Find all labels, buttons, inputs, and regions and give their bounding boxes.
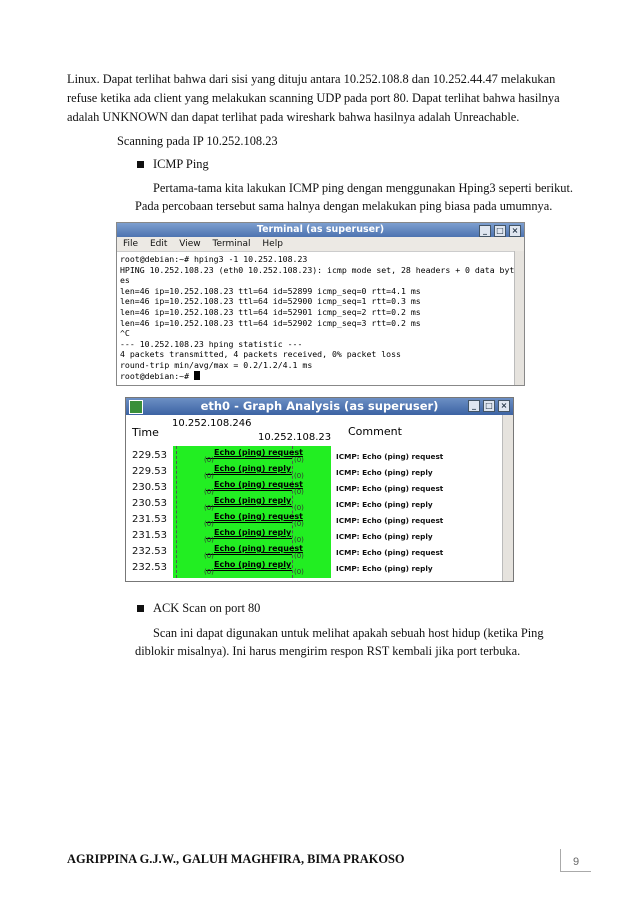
footer-authors: AGRIPPINA G.J.W., GALUH MAGHFIRA, BIMA PRAKOSO <box>67 852 405 866</box>
bullet-ack-scan: ACK Scan on port 80 <box>153 601 261 615</box>
menu-edit[interactable]: Edit <box>149 239 168 249</box>
terminal-titlebar <box>117 223 524 237</box>
host-b-label: 10.252.108.23 <box>258 432 332 443</box>
host-a-lifeline <box>176 446 177 578</box>
port-label-left: (0) <box>204 472 214 480</box>
arrow-right-icon <box>206 554 292 555</box>
terminal-line: len=46 ip=10.252.108.23 ttl=64 id=52901 icmp_seq=2 rtt=0.2 ms <box>120 306 421 317</box>
row-time: 229.53 <box>132 450 167 461</box>
port-label-right: (0) <box>294 456 304 464</box>
port-label-right: (0) <box>294 568 304 576</box>
row-comment: ICMP: Echo (ping) reply <box>336 532 433 541</box>
row-time: 232.53 <box>132 546 167 557</box>
paragraph2-line-1: Pertama-tama kita lakukan ICMP ping dengan menggunakan Hping3 seperti berikut. <box>153 181 574 195</box>
terminal-line: HPING 10.252.108.23 (eth0 10.252.108.23): icmp mode set, 28 headers + 0 data byt <box>120 264 515 275</box>
row-time: 230.53 <box>132 498 167 509</box>
terminal-prompt: root@debian:~# <box>120 370 194 381</box>
close-icon[interactable]: × <box>498 400 510 412</box>
menu-help[interactable]: Help <box>262 239 283 249</box>
port-label-right: (0) <box>294 552 304 560</box>
app-icon <box>129 400 143 414</box>
port-label-left: (0) <box>204 520 214 528</box>
arrow-right-icon <box>206 458 292 459</box>
row-time: 231.53 <box>132 530 167 541</box>
port-label-left: (0) <box>204 568 214 576</box>
graph-analysis-window <box>125 397 514 582</box>
terminal-scrollbar[interactable] <box>514 251 524 385</box>
row-time: 232.53 <box>132 562 167 573</box>
arrow-right-icon <box>206 490 292 491</box>
port-label-right: (0) <box>294 488 304 496</box>
port-label-left: (0) <box>204 488 214 496</box>
terminal-menubar <box>117 237 524 252</box>
flow-label[interactable]: Echo (ping) request <box>214 448 303 457</box>
flow-label[interactable]: Echo (ping) request <box>214 512 303 521</box>
arrow-left-icon <box>206 570 292 571</box>
page-number: 9 <box>560 849 591 872</box>
graph-titlebar <box>126 398 513 415</box>
terminal-prompt-line <box>120 371 521 382</box>
terminal-line: len=46 ip=10.252.108.23 ttl=64 id=52900 icmp_seq=1 rtt=0.3 ms <box>120 296 421 307</box>
flow-label[interactable]: Echo (ping) request <box>214 544 303 553</box>
row-comment: ICMP: Echo (ping) reply <box>336 468 433 477</box>
time-header: Time <box>132 426 159 439</box>
menu-view[interactable]: View <box>179 239 201 249</box>
row-comment: ICMP: Echo (ping) request <box>336 516 444 525</box>
bullet-icmp-ping: ICMP Ping <box>153 157 209 171</box>
row-comment: ICMP: Echo (ping) reply <box>336 564 433 573</box>
maximize-icon[interactable]: □ <box>494 225 506 237</box>
row-time: 231.53 <box>132 514 167 525</box>
close-icon[interactable]: × <box>509 225 521 237</box>
paragraph3-line-2: diblokir misalnya). Ini harus mengirim respon RST kembali jika port terbuka. <box>135 644 521 658</box>
terminal-title: Terminal (as superuser) <box>256 224 385 235</box>
scanning-heading: Scanning pada IP 10.252.108.23 <box>117 134 278 148</box>
row-time: 230.53 <box>132 482 167 493</box>
paragraph2-line-2: Pada percobaan tersebut sama halnya dengan melakukan ping biasa pada umumnya. <box>135 199 553 213</box>
row-comment: ICMP: Echo (ping) reply <box>336 500 433 509</box>
terminal-line: len=46 ip=10.252.108.23 ttl=64 id=52902 icmp_seq=3 rtt=0.2 ms <box>120 317 421 328</box>
paragraph-line-1: Linux. Dapat terlihat bahwa dari sisi yang dituju antara 10.252.108.8 dan 10.252.44.47 melakukan <box>67 72 556 86</box>
arrow-right-icon <box>206 522 292 523</box>
paragraph-line-2: refuse ketika ada client yang melakukan scanning UDP pada port 80. Dapat terlihat bahwa hasilnya <box>67 91 560 105</box>
port-label-left: (0) <box>204 536 214 544</box>
row-comment: ICMP: Echo (ping) request <box>336 484 444 493</box>
arrow-left-icon <box>206 506 292 507</box>
port-label-left: (0) <box>204 456 214 464</box>
maximize-icon[interactable]: □ <box>483 400 495 412</box>
terminal-line: ^C <box>120 328 130 339</box>
port-label-right: (0) <box>294 520 304 528</box>
arrow-left-icon <box>206 538 292 539</box>
terminal-line: len=46 ip=10.252.108.23 ttl=64 id=52899 icmp_seq=0 rtt=4.1 ms <box>120 285 421 296</box>
terminal-window <box>116 222 525 386</box>
terminal-line: 4 packets transmitted, 4 packets received, 0% packet loss <box>120 349 401 360</box>
flow-label[interactable]: Echo (ping) reply <box>214 496 292 505</box>
port-label-right: (0) <box>294 504 304 512</box>
bullet-square-icon <box>137 605 144 612</box>
cursor-icon <box>194 371 200 380</box>
terminal-line: --- 10.252.108.23 hping statistic --- <box>120 338 303 349</box>
port-label-left: (0) <box>204 504 214 512</box>
port-label-right: (0) <box>294 472 304 480</box>
flow-label[interactable]: Echo (ping) reply <box>214 528 292 537</box>
flow-label[interactable]: Echo (ping) request <box>214 480 303 489</box>
comment-header: Comment <box>348 425 402 438</box>
flow-label[interactable]: Echo (ping) reply <box>214 560 292 569</box>
arrow-left-icon <box>206 474 292 475</box>
port-label-right: (0) <box>294 536 304 544</box>
paragraph-line-3: adalah UNKNOWN dan dapat terlihat pada wireshark bahwa hasilnya adalah Unreachable. <box>67 110 520 124</box>
row-time: 229.53 <box>132 466 167 477</box>
bullet-square-icon <box>137 161 144 168</box>
terminal-line: es <box>120 275 130 286</box>
port-label-left: (0) <box>204 552 214 560</box>
row-comment: ICMP: Echo (ping) request <box>336 452 444 461</box>
minimize-icon[interactable]: _ <box>479 225 491 237</box>
menu-terminal[interactable]: Terminal <box>212 239 251 249</box>
flow-label[interactable]: Echo (ping) reply <box>214 464 292 473</box>
graph-title: eth0 - Graph Analysis (as superuser) <box>200 399 439 413</box>
minimize-icon[interactable]: _ <box>468 400 480 412</box>
menu-file[interactable]: File <box>123 239 139 249</box>
paragraph3-line-1: Scan ini dapat digunakan untuk melihat apakah sebuah host hidup (ketika Ping <box>153 626 544 640</box>
host-a-label: 10.252.108.246 <box>172 418 252 429</box>
graph-scrollbar[interactable] <box>502 415 513 581</box>
row-comment: ICMP: Echo (ping) request <box>336 548 444 557</box>
terminal-line: round-trip min/avg/max = 0.2/1.2/4.1 ms <box>120 359 313 370</box>
terminal-line: root@debian:~# hping3 -1 10.252.108.23 <box>120 254 308 264</box>
terminal-output[interactable] <box>117 252 524 383</box>
